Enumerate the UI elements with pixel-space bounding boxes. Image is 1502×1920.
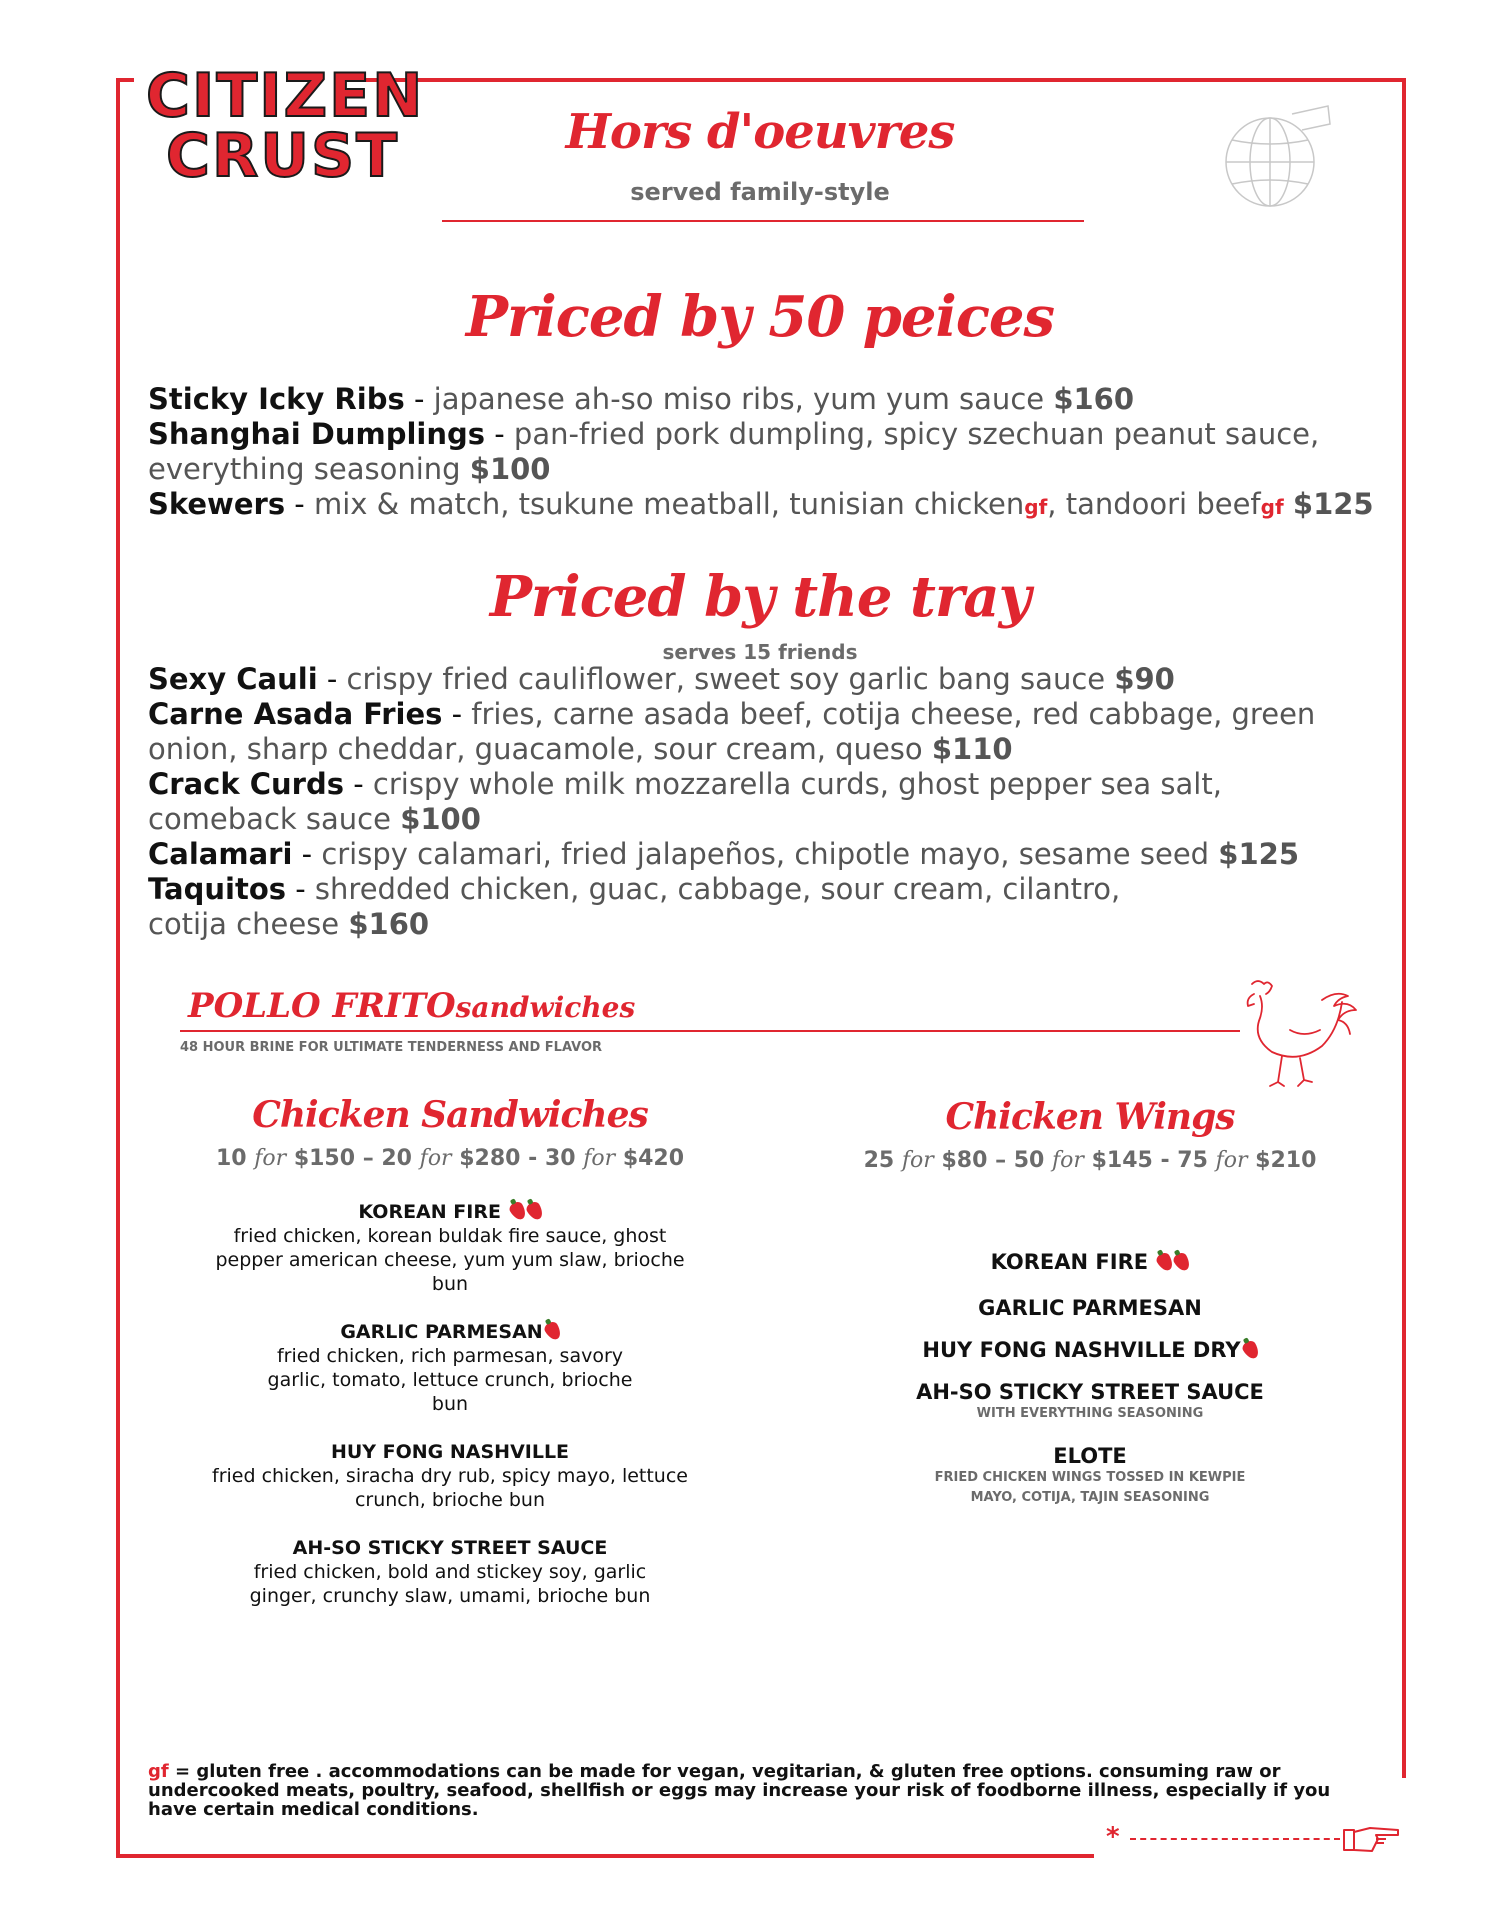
chili-icon: [542, 1320, 563, 1343]
item-name: GARLIC PARMESAN: [978, 1296, 1202, 1320]
pointing-hand-icon: [1342, 1820, 1402, 1856]
list-item: [200, 1536, 700, 1608]
price-qty: 25: [863, 1148, 895, 1173]
item-note: FRIED CHICKEN WINGS TOSSED IN KEWPIE MAYO, COTIJA, TAJIN SEASONING: [934, 1470, 1246, 1505]
price-value: $145: [1091, 1148, 1153, 1173]
item-name: ELOTE: [1053, 1444, 1127, 1468]
item-name: KOREAN FIRE: [990, 1250, 1149, 1274]
list-item: [890, 1250, 1290, 1274]
price-value: $420: [622, 1146, 685, 1171]
item-name: AH-SO STICKY STREET SAUCE: [916, 1380, 1264, 1404]
list-item: Calamari - crispy calamari, fried jalapeños, chipotle mayo, sesame seed $125: [148, 837, 1300, 871]
price-qty: 75: [1177, 1148, 1208, 1173]
price-value: $210: [1255, 1148, 1317, 1173]
item-price: $90: [1114, 662, 1175, 696]
item-name: AH-SO STICKY STREET SAUCE: [292, 1537, 608, 1559]
chili-icon: [1155, 1251, 1176, 1274]
item-desc: crispy fried cauliflower, sweet soy garlic bang sauce: [346, 662, 1106, 696]
chili-icon: [1240, 1339, 1261, 1362]
list-item: [920, 1444, 1260, 1508]
item-desc: crispy whole milk mozzarella curds, ghost pepper sea salt, comeback sauce: [148, 767, 1222, 836]
item-desc: mix & match, tsukune meatball, tunisian chicken: [314, 487, 1025, 521]
price-for: for: [1052, 1148, 1084, 1173]
item-desc: japanese ah-so miso ribs, yum yum sauce: [433, 382, 1045, 416]
sandwiches-list: [200, 1200, 700, 1632]
item-price: $160: [348, 907, 430, 941]
price-for: for: [419, 1146, 452, 1171]
list-item: Crack Curds - crispy whole milk mozzarella curds, ghost pepper sea salt, comeback sauce $100: [148, 767, 1222, 836]
item-desc: fried chicken, rich parmesan, savory garlic, tomato, lettuce crunch, brioche bun: [267, 1345, 633, 1415]
sandwiches-prices: 10 for $150 – 20 for $280 - 30 for $420: [215, 1146, 685, 1171]
item-desc: fried chicken, bold and stickey soy, garlic ginger, crunchy slaw, umami, brioche bun: [249, 1561, 651, 1607]
price-qty: 50: [1013, 1148, 1045, 1173]
item-price: $160: [1053, 382, 1135, 416]
pollo-subtitle: 48 HOUR BRINE FOR ULTIMATE TENDERNESS AND FLAVOR: [180, 1040, 603, 1055]
item-note: WITH EVERYTHING SEASONING: [976, 1406, 1204, 1421]
item-name: GARLIC PARMESAN: [340, 1321, 543, 1343]
list-item: [890, 1338, 1290, 1362]
pollo-frito-title: [188, 986, 635, 1026]
gluten-free-tag: gf: [1260, 495, 1284, 519]
wings-prices: 25 for $80 – 50 for $145 - 75 for $210: [863, 1148, 1317, 1173]
frame-left: [116, 78, 120, 1858]
price-value: $280: [459, 1146, 521, 1171]
pollo-divider: [180, 1030, 1240, 1032]
item-price: $110: [931, 732, 1013, 766]
section-50-list: [148, 382, 1378, 525]
list-item: [200, 1200, 700, 1296]
logo: [146, 61, 425, 191]
price-qty: 10: [215, 1146, 247, 1171]
list-item: Sexy Cauli - crispy fried cauliflower, sweet soy garlic bang sauce $90: [148, 662, 1175, 696]
price-for: for: [583, 1146, 616, 1171]
chili-icon: [1172, 1251, 1193, 1274]
list-item: Sticky Icky Ribs - japanese ah-so miso ribs, yum yum sauce $160: [148, 382, 1135, 416]
item-name: HUY FONG NASHVILLE: [330, 1441, 570, 1463]
item-price: $125: [1292, 487, 1374, 521]
title-divider: [442, 220, 1084, 222]
price-for: for: [254, 1146, 287, 1171]
item-name: Sexy Cauli: [148, 662, 318, 696]
item-name: Carne Asada Fries: [148, 697, 443, 731]
item-name: Taquitos: [148, 872, 287, 906]
frame-bottom: [116, 1854, 1094, 1858]
price-qty: 20: [381, 1146, 412, 1171]
chili-icon: [524, 1200, 545, 1223]
gluten-free-tag: gf: [148, 1761, 169, 1782]
pollo-title-main: POLLO FRITO: [188, 986, 456, 1026]
item-price: $125: [1218, 837, 1300, 871]
logo-line-2: CRUST: [166, 121, 400, 191]
price-value: $150: [293, 1146, 356, 1171]
list-item: Shanghai Dumplings - pan-fried pork dumpling, spicy szechuan peanut sauce, everything seasoning $100: [148, 417, 1320, 486]
item-desc: shredded chicken, guac, cabbage, sour cream, cilantro, cotija cheese: [148, 872, 1121, 941]
item-desc: fried chicken, siracha dry rub, spicy mayo, lettuce crunch, brioche bun: [212, 1465, 688, 1511]
list-item: [200, 1320, 700, 1416]
item-name: Shanghai Dumplings: [148, 417, 485, 451]
item-price: $100: [469, 452, 551, 486]
item-desc: crispy calamari, fried jalapeños, chipotle mayo, sesame seed: [321, 837, 1210, 871]
price-for: for: [1215, 1148, 1248, 1173]
dashed-line: [1130, 1838, 1340, 1840]
price-value: $80: [941, 1148, 988, 1173]
list-item: Taquitos - shredded chicken, guac, cabbage, sour cream, cilantro, cotija cheese $160: [148, 872, 1121, 941]
section-50-title: Priced by 50 peices: [465, 284, 1055, 350]
wings-title: Chicken Wings: [945, 1096, 1235, 1138]
frame-top: [362, 78, 1406, 82]
list-item: Carne Asada Fries - fries, carne asada beef, cotija cheese, red cabbage, green onion, sharp cheddar, guacamole, sour cream, queso $110: [148, 697, 1316, 766]
footer-text: = gluten free . accommodations can be made for vegan, vegitarian, & gluten free options. consuming raw or undercooked meats, poultry, seafood, shellfish or eggs may increase your risk of foodborne illness, especially if you have certain medical conditions.: [148, 1761, 1331, 1820]
asterisk-mark: *: [1106, 1822, 1120, 1852]
logo-line-1: CITIZEN: [146, 61, 425, 131]
globe-icon: [1222, 104, 1332, 214]
item-name: Skewers: [148, 487, 286, 521]
page-title: Hors d'oeuvres: [565, 104, 955, 160]
item-name: KOREAN FIRE: [358, 1201, 501, 1223]
page-subtitle: served family-style: [630, 178, 890, 206]
item-name: Sticky Icky Ribs: [148, 382, 405, 416]
item-name: Calamari: [148, 837, 293, 871]
item-desc: pan-fried pork dumpling, spicy szechuan peanut sauce, everything seasoning: [148, 417, 1320, 486]
item-desc: , tandoori beef: [1047, 487, 1261, 521]
item-desc: fried chicken, korean buldak fire sauce, ghost pepper american cheese, yum yum slaw, brioche bun: [215, 1225, 685, 1295]
sandwiches-title: Chicken Sandwiches: [252, 1094, 648, 1136]
list-item: [890, 1296, 1290, 1320]
gluten-free-tag: gf: [1024, 495, 1048, 519]
footer-disclaimer: [148, 1762, 1368, 1819]
list-item: [890, 1380, 1290, 1424]
item-name: Crack Curds: [148, 767, 344, 801]
list-item: Skewers - mix & match, tsukune meatball, tunisian chickengf, tandoori beefgf $125: [148, 487, 1374, 521]
section-tray-list: [148, 662, 1378, 942]
chili-icon: [507, 1200, 528, 1223]
price-qty: 30: [544, 1146, 576, 1171]
price-for: for: [901, 1148, 934, 1173]
pollo-title-small: sandwiches: [455, 991, 636, 1024]
frame-right: [1402, 78, 1406, 1778]
section-tray-title: Priced by the tray: [489, 564, 1031, 630]
item-desc: fries, carne asada beef, cotija cheese, red cabbage, green onion, sharp cheddar, guacamole, sour cream, queso: [148, 697, 1316, 766]
item-price: $100: [400, 802, 481, 836]
list-item: [200, 1440, 700, 1512]
rooster-icon: [1230, 970, 1360, 1100]
item-name: HUY FONG NASHVILLE DRY: [922, 1338, 1241, 1362]
section-tray-serves: serves 15 friends: [662, 640, 858, 664]
